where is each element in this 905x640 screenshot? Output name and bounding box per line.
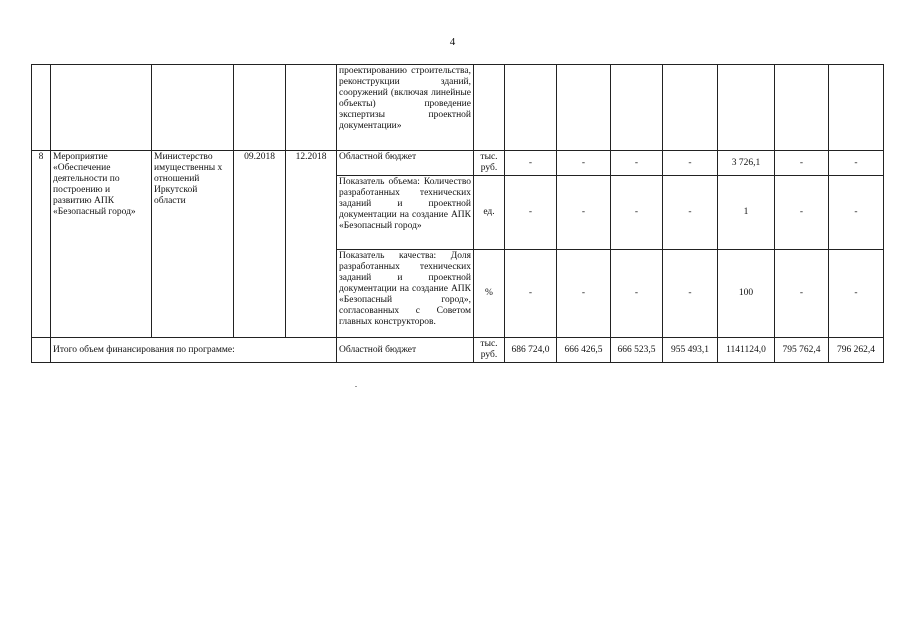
total-value: 1141124,0 — [718, 338, 775, 363]
total-value: 666 426,5 — [557, 338, 611, 363]
value-cell: 3 726,1 — [718, 151, 775, 176]
item-name: Мероприятие «Обеспечение деятельности по построению и развитию АПК «Безопасный город» — [51, 151, 152, 338]
value-cell: - — [663, 250, 718, 338]
funding-source: Областной бюджет — [337, 151, 474, 176]
value-cell: 100 — [718, 250, 775, 338]
value-cell: - — [557, 151, 611, 176]
value-cell: - — [775, 176, 829, 250]
total-value: 795 762,4 — [775, 338, 829, 363]
unit: % — [474, 250, 505, 338]
total-value: 955 493,1 — [663, 338, 718, 363]
value-cell: - — [829, 151, 884, 176]
value-cell: - — [557, 250, 611, 338]
total-value: 796 262,4 — [829, 338, 884, 363]
volume-indicator: Показатель объема: Количество разработанных технических заданий и проектной документации на создание АПК «Безопасный город» — [337, 176, 474, 250]
item-end-date: 12.2018 — [286, 151, 337, 338]
value-cell: - — [611, 151, 663, 176]
total-unit: тыс. руб. — [474, 338, 505, 363]
scan-speck — [355, 386, 357, 387]
unit: тыс. руб. — [474, 151, 505, 176]
value-cell: - — [829, 250, 884, 338]
value-cell: - — [505, 176, 557, 250]
continuation-row — [32, 65, 884, 151]
value-cell: - — [611, 250, 663, 338]
value-cell: - — [829, 176, 884, 250]
value-cell: - — [775, 151, 829, 176]
value-cell: - — [505, 151, 557, 176]
program-table — [31, 64, 884, 363]
item-start-date: 09.2018 — [234, 151, 286, 338]
quality-indicator: Показатель качества: Доля разработанных технических заданий и проектной документации на создание АПК «Безопасный город», согласованных с Советом главных конструкторов. — [337, 250, 474, 338]
total-funding-source: Областной бюджет — [337, 338, 474, 363]
unit: ед. — [474, 176, 505, 250]
total-value: 666 523,5 — [611, 338, 663, 363]
item-number: 8 — [32, 151, 51, 338]
page-number: 4 — [449, 36, 456, 48]
value-cell: - — [557, 176, 611, 250]
value-cell: 1 — [718, 176, 775, 250]
value-cell: - — [663, 176, 718, 250]
total-label: Итого объем финансирования по программе: — [51, 338, 337, 363]
total-row — [32, 338, 884, 363]
value-cell: - — [775, 250, 829, 338]
continuation-description: проектированию строительства, реконструкции зданий, сооружений (включая линейные объекты) проведение экспертизы проектной документации» — [337, 65, 474, 151]
total-value: 686 724,0 — [505, 338, 557, 363]
value-cell: - — [505, 250, 557, 338]
item-executor: Министерство имущественны х отношений Иркутской области — [152, 151, 234, 338]
value-cell: - — [663, 151, 718, 176]
table-row — [32, 151, 884, 176]
value-cell: - — [611, 176, 663, 250]
